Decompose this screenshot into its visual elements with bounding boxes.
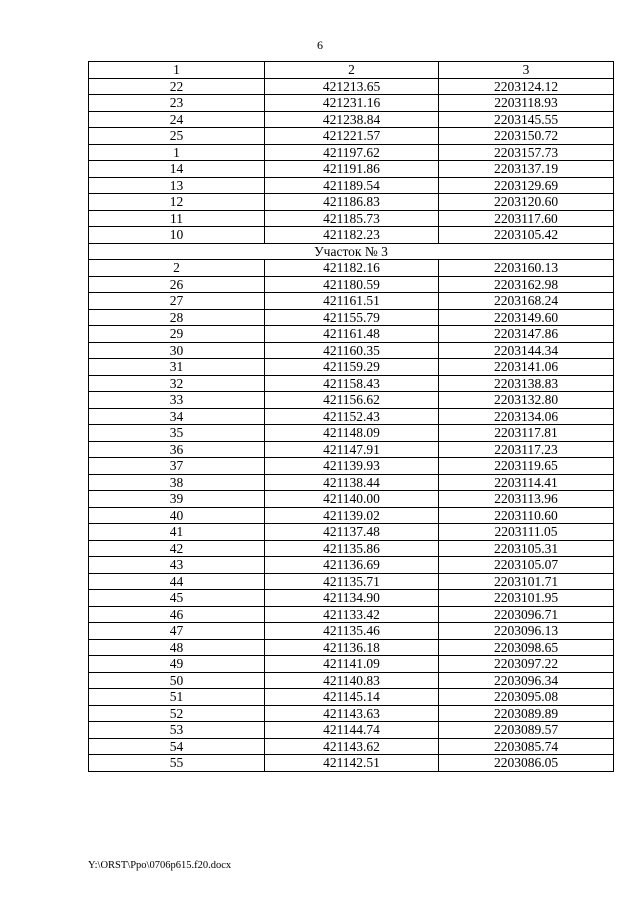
- section-row: [89, 243, 614, 260]
- y-coordinate-cell: 2203124.12: [439, 78, 614, 95]
- y-coordinate-cell: 2203095.08: [439, 689, 614, 706]
- y-coordinate-cell: 2203137.19: [439, 161, 614, 178]
- point-number-cell: 52: [89, 705, 265, 722]
- table-row: [89, 375, 614, 392]
- point-number-cell: 24: [89, 111, 265, 128]
- y-coordinate-cell: 2203141.06: [439, 359, 614, 376]
- y-coordinate-cell: 2203138.83: [439, 375, 614, 392]
- x-coordinate-cell: 421158.43: [265, 375, 439, 392]
- x-coordinate-cell: 421139.02: [265, 507, 439, 524]
- y-coordinate-cell: 2203117.60: [439, 210, 614, 227]
- x-coordinate-cell: 421186.83: [265, 194, 439, 211]
- x-coordinate-cell: 421155.79: [265, 309, 439, 326]
- table-row: [89, 309, 614, 326]
- x-coordinate-cell: 421136.18: [265, 639, 439, 656]
- x-coordinate-cell: 421142.51: [265, 755, 439, 772]
- x-coordinate-cell: 421152.43: [265, 408, 439, 425]
- point-number-cell: 44: [89, 573, 265, 590]
- point-number-cell: 53: [89, 722, 265, 739]
- table-row: [89, 705, 614, 722]
- x-coordinate-cell: 421141.09: [265, 656, 439, 673]
- x-coordinate-cell: 421161.51: [265, 293, 439, 310]
- y-coordinate-cell: 2203118.93: [439, 95, 614, 112]
- x-coordinate-cell: 421134.90: [265, 590, 439, 607]
- point-number-cell: 27: [89, 293, 265, 310]
- x-coordinate-cell: 421189.54: [265, 177, 439, 194]
- section-title: Участок № 3: [89, 243, 614, 260]
- y-coordinate-cell: 2203110.60: [439, 507, 614, 524]
- x-coordinate-cell: 421147.91: [265, 441, 439, 458]
- y-coordinate-cell: 2203105.42: [439, 227, 614, 244]
- table-row: [89, 161, 614, 178]
- point-number-cell: 32: [89, 375, 265, 392]
- x-coordinate-cell: 421140.00: [265, 491, 439, 508]
- point-number-cell: 10: [89, 227, 265, 244]
- x-coordinate-cell: 421182.16: [265, 260, 439, 277]
- y-coordinate-cell: 2203105.31: [439, 540, 614, 557]
- table-row: [89, 491, 614, 508]
- x-coordinate-cell: 421159.29: [265, 359, 439, 376]
- y-coordinate-cell: 2203150.72: [439, 128, 614, 145]
- table-row: [89, 177, 614, 194]
- table-row: [89, 507, 614, 524]
- y-coordinate-cell: 2203086.05: [439, 755, 614, 772]
- table-row: [89, 194, 614, 211]
- table-row: [89, 227, 614, 244]
- header-cell-y: 3: [439, 62, 614, 79]
- x-coordinate-cell: 421238.84: [265, 111, 439, 128]
- table-row: [89, 458, 614, 475]
- table-row: [89, 540, 614, 557]
- y-coordinate-cell: 2203119.65: [439, 458, 614, 475]
- x-coordinate-cell: 421140.83: [265, 672, 439, 689]
- x-coordinate-cell: 421135.46: [265, 623, 439, 640]
- point-number-cell: 37: [89, 458, 265, 475]
- x-coordinate-cell: 421133.42: [265, 606, 439, 623]
- table-row: [89, 738, 614, 755]
- point-number-cell: 30: [89, 342, 265, 359]
- x-coordinate-cell: 421185.73: [265, 210, 439, 227]
- point-number-cell: 38: [89, 474, 265, 491]
- table-row: [89, 78, 614, 95]
- table-header-row: [89, 62, 614, 79]
- y-coordinate-cell: 2203101.95: [439, 590, 614, 607]
- y-coordinate-cell: 2203117.81: [439, 425, 614, 442]
- file-path-footer: Y:\ORST\Ppo\0706p615.f20.docx: [88, 860, 232, 871]
- table-row: [89, 441, 614, 458]
- point-number-cell: 28: [89, 309, 265, 326]
- table-row: [89, 144, 614, 161]
- point-number-cell: 49: [89, 656, 265, 673]
- y-coordinate-cell: 2203114.41: [439, 474, 614, 491]
- x-coordinate-cell: 421180.59: [265, 276, 439, 293]
- y-coordinate-cell: 2203113.96: [439, 491, 614, 508]
- x-coordinate-cell: 421191.86: [265, 161, 439, 178]
- table-row: [89, 590, 614, 607]
- x-coordinate-cell: 421160.35: [265, 342, 439, 359]
- y-coordinate-cell: 2203147.86: [439, 326, 614, 343]
- y-coordinate-cell: 2203168.24: [439, 293, 614, 310]
- point-number-cell: 40: [89, 507, 265, 524]
- table-row: [89, 276, 614, 293]
- table-row: [89, 408, 614, 425]
- y-coordinate-cell: 2203098.65: [439, 639, 614, 656]
- table-row: [89, 359, 614, 376]
- point-number-cell: 39: [89, 491, 265, 508]
- point-number-cell: 50: [89, 672, 265, 689]
- point-number-cell: 47: [89, 623, 265, 640]
- point-number-cell: 36: [89, 441, 265, 458]
- point-number-cell: 26: [89, 276, 265, 293]
- point-number-cell: 46: [89, 606, 265, 623]
- point-number-cell: 34: [89, 408, 265, 425]
- y-coordinate-cell: 2203097.22: [439, 656, 614, 673]
- coordinates-table-body: [89, 62, 614, 772]
- point-number-cell: 11: [89, 210, 265, 227]
- x-coordinate-cell: 421231.16: [265, 95, 439, 112]
- table-row: [89, 557, 614, 574]
- point-number-cell: 22: [89, 78, 265, 95]
- table-row: [89, 689, 614, 706]
- coordinates-table: [88, 61, 614, 772]
- point-number-cell: 25: [89, 128, 265, 145]
- y-coordinate-cell: 2203149.60: [439, 309, 614, 326]
- point-number-cell: 23: [89, 95, 265, 112]
- table-row: [89, 260, 614, 277]
- y-coordinate-cell: 2203134.06: [439, 408, 614, 425]
- y-coordinate-cell: 2203132.80: [439, 392, 614, 409]
- point-number-cell: 51: [89, 689, 265, 706]
- y-coordinate-cell: 2203117.23: [439, 441, 614, 458]
- x-coordinate-cell: 421143.62: [265, 738, 439, 755]
- table-row: [89, 755, 614, 772]
- y-coordinate-cell: 2203096.34: [439, 672, 614, 689]
- x-coordinate-cell: 421135.71: [265, 573, 439, 590]
- y-coordinate-cell: 2203129.69: [439, 177, 614, 194]
- x-coordinate-cell: 421144.74: [265, 722, 439, 739]
- table-row: [89, 524, 614, 541]
- y-coordinate-cell: 2203096.71: [439, 606, 614, 623]
- table-row: [89, 606, 614, 623]
- table-row: [89, 623, 614, 640]
- x-coordinate-cell: 421145.14: [265, 689, 439, 706]
- y-coordinate-cell: 2203145.55: [439, 111, 614, 128]
- y-coordinate-cell: 2203144.34: [439, 342, 614, 359]
- header-cell-point: 1: [89, 62, 265, 79]
- table-row: [89, 210, 614, 227]
- point-number-cell: 2: [89, 260, 265, 277]
- point-number-cell: 13: [89, 177, 265, 194]
- point-number-cell: 41: [89, 524, 265, 541]
- point-number-cell: 14: [89, 161, 265, 178]
- point-number-cell: 12: [89, 194, 265, 211]
- y-coordinate-cell: 2203120.60: [439, 194, 614, 211]
- table-row: [89, 573, 614, 590]
- table-row: [89, 672, 614, 689]
- x-coordinate-cell: 421143.63: [265, 705, 439, 722]
- header-cell-x: 2: [265, 62, 439, 79]
- point-number-cell: 42: [89, 540, 265, 557]
- y-coordinate-cell: 2203157.73: [439, 144, 614, 161]
- y-coordinate-cell: 2203111.05: [439, 524, 614, 541]
- x-coordinate-cell: 421182.23: [265, 227, 439, 244]
- x-coordinate-cell: 421136.69: [265, 557, 439, 574]
- y-coordinate-cell: 2203089.89: [439, 705, 614, 722]
- table-row: [89, 128, 614, 145]
- table-row: [89, 639, 614, 656]
- y-coordinate-cell: 2203096.13: [439, 623, 614, 640]
- table-row: [89, 342, 614, 359]
- x-coordinate-cell: 421213.65: [265, 78, 439, 95]
- y-coordinate-cell: 2203162.98: [439, 276, 614, 293]
- point-number-cell: 43: [89, 557, 265, 574]
- table-row: [89, 656, 614, 673]
- y-coordinate-cell: 2203160.13: [439, 260, 614, 277]
- page-number: 6: [317, 38, 323, 52]
- table-row: [89, 111, 614, 128]
- y-coordinate-cell: 2203101.71: [439, 573, 614, 590]
- x-coordinate-cell: 421161.48: [265, 326, 439, 343]
- point-number-cell: 35: [89, 425, 265, 442]
- x-coordinate-cell: 421137.48: [265, 524, 439, 541]
- x-coordinate-cell: 421156.62: [265, 392, 439, 409]
- table-row: [89, 474, 614, 491]
- x-coordinate-cell: 421135.86: [265, 540, 439, 557]
- y-coordinate-cell: 2203089.57: [439, 722, 614, 739]
- table-row: [89, 425, 614, 442]
- table-row: [89, 326, 614, 343]
- point-number-cell: 48: [89, 639, 265, 656]
- point-number-cell: 33: [89, 392, 265, 409]
- x-coordinate-cell: 421221.57: [265, 128, 439, 145]
- x-coordinate-cell: 421139.93: [265, 458, 439, 475]
- y-coordinate-cell: 2203085.74: [439, 738, 614, 755]
- y-coordinate-cell: 2203105.07: [439, 557, 614, 574]
- point-number-cell: 31: [89, 359, 265, 376]
- table-row: [89, 722, 614, 739]
- point-number-cell: 1: [89, 144, 265, 161]
- x-coordinate-cell: 421148.09: [265, 425, 439, 442]
- point-number-cell: 29: [89, 326, 265, 343]
- point-number-cell: 55: [89, 755, 265, 772]
- x-coordinate-cell: 421197.62: [265, 144, 439, 161]
- point-number-cell: 54: [89, 738, 265, 755]
- table-row: [89, 95, 614, 112]
- table-row: [89, 392, 614, 409]
- table-row: [89, 293, 614, 310]
- point-number-cell: 45: [89, 590, 265, 607]
- x-coordinate-cell: 421138.44: [265, 474, 439, 491]
